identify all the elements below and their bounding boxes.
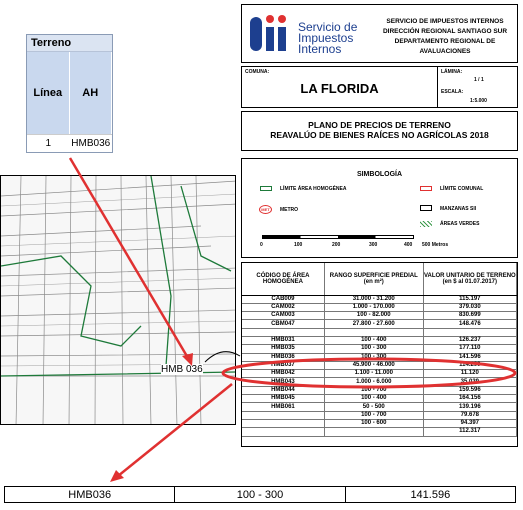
logo-line3: Internos [298,42,342,56]
row-range: 45.900 - 46.000 [324,361,423,369]
row-value: 177.110 [423,345,516,353]
highlight-ellipse [223,359,515,387]
col-linea-header: Línea [27,52,70,134]
legend-metro: METRO [280,207,299,213]
scale-tick-500: 500 Metros [422,242,449,248]
scale-tick-100: 100 [294,242,303,248]
row-range: 31.000 - 31.200 [324,295,423,303]
row-code: HMB042 [242,370,324,378]
org-line1: SERVICIO DE IMPUESTOS INTERNOS [386,18,504,25]
row-value: 379.030 [423,303,516,311]
arrow-line-top [70,158,188,358]
map-area-label: HMB 036 [161,364,203,375]
row-code: HMB031 [242,336,324,344]
row-range: 27.800 - 27.600 [324,320,423,328]
row-code: HMB043 [242,378,324,386]
row-code: HMB045 [242,395,324,403]
result-value: 141.596 [410,488,451,501]
lamina-value: 1 / 1 [474,77,484,83]
row-code: HMB044 [242,386,324,394]
row-code: HMB036 [242,353,324,361]
org-line2: DIRECCIÓN REGIONAL SANTIAGO SUR [382,28,508,35]
row-range: 1.000 - 6.000 [324,378,423,386]
legend-area-limit: LÍMITE ÁREA HOMOGÉNEA [280,186,347,192]
row-value: 94.397 [423,419,516,427]
row-code: CAB009 [242,295,324,303]
legend-manzanas: MANZANAS SII [440,206,477,212]
row-range: 100 - 300 [324,345,423,353]
row-code: CAM002 [242,303,324,311]
row-range: 100 - 600 [324,419,423,427]
simbologia-title: SIMBOLOGÍA [356,171,403,178]
row-code: HMB037 [242,361,324,369]
row-code: CAM003 [242,312,324,320]
connector-curve [205,352,240,362]
scale-tick-300: 300 [369,242,378,248]
row-range: 100 - 300 [324,353,423,361]
row-value: 126.237 [423,336,516,344]
terreno-title: Terreno [27,35,112,52]
terreno-ah-value: HMB036 [70,134,113,152]
row-value: 114.290 [423,361,516,369]
header-valor: VALOR UNITARIO DE TERRENO (en $ al 01.07.2017) [423,263,516,295]
row-range: 1.000 - 170.000 [324,303,423,311]
org-line3: DEPARTAMENTO REGIONAL DE AVALUACIONES [394,38,496,55]
row-code: HMB061 [242,403,324,411]
comuna-label: COMUNA: [245,69,270,75]
row-value: 141.596 [423,353,516,361]
legend-areas-verdes: ÁREAS VERDES [440,221,480,227]
row-range: 100 - 400 [324,395,423,403]
header-rango: RANGO SUPERFICIE PREDIAL (en m²) [324,263,423,295]
col-ah-header: AH [70,52,113,134]
plano-title-line2: REAVALÚO DE BIENES RAÍCES NO AGRÍCOLAS 2018 [270,130,489,140]
scale-tick-0: 0 [260,242,263,248]
row-value: 159.596 [423,386,516,394]
row-value: 830.699 [423,312,516,320]
header-codigo: CÓDIGO DE ÁREA HOMOGÉNEA [242,263,324,295]
arrow-line-bottom [118,384,232,476]
terreno-line-value: 1 [27,134,70,152]
arrow-head-top [182,353,193,366]
row-range: 100 - 400 [324,336,423,344]
result-code: HMB036 [5,487,175,502]
row-code: HMB035 [242,345,324,353]
row-range: 100 - 700 [324,411,423,419]
result-range: 100 - 300 [175,487,345,502]
row-range: 50 - 500 [324,403,423,411]
logo-line1: Servicio de [298,20,358,34]
plano-title-line1: PLANO DE PRECIOS DE TERRENO [308,120,451,130]
escala-label: ESCALA: [441,89,464,95]
row-value: 11.120 [423,370,516,378]
row-value: 164.156 [423,395,516,403]
row-range: 100 - 82.000 [324,312,423,320]
logo-line2: Impuestos [298,31,354,45]
comuna-name: LA FLORIDA [300,81,379,96]
row-value: 115.197 [423,295,516,303]
metro-icon: MET [259,205,272,214]
legend-comunal-limit: LÍMITE COMUNAL [440,186,484,192]
row-code: CBM047 [242,320,324,328]
row-value: 35.039 [423,378,516,386]
scale-tick-400: 400 [404,242,413,248]
row-range: 1.100 - 11.000 [324,370,423,378]
row-range: 100 - 700 [324,386,423,394]
result-bar [4,486,516,503]
row-value: 112.317 [423,428,516,436]
row-value: 79.678 [423,411,516,419]
row-value: 148.476 [423,320,516,328]
escala-value: 1:5.000 [470,98,487,104]
lamina-label: LÁMINA: [441,69,463,75]
scale-tick-200: 200 [332,242,341,248]
row-value: 139.196 [423,403,516,411]
